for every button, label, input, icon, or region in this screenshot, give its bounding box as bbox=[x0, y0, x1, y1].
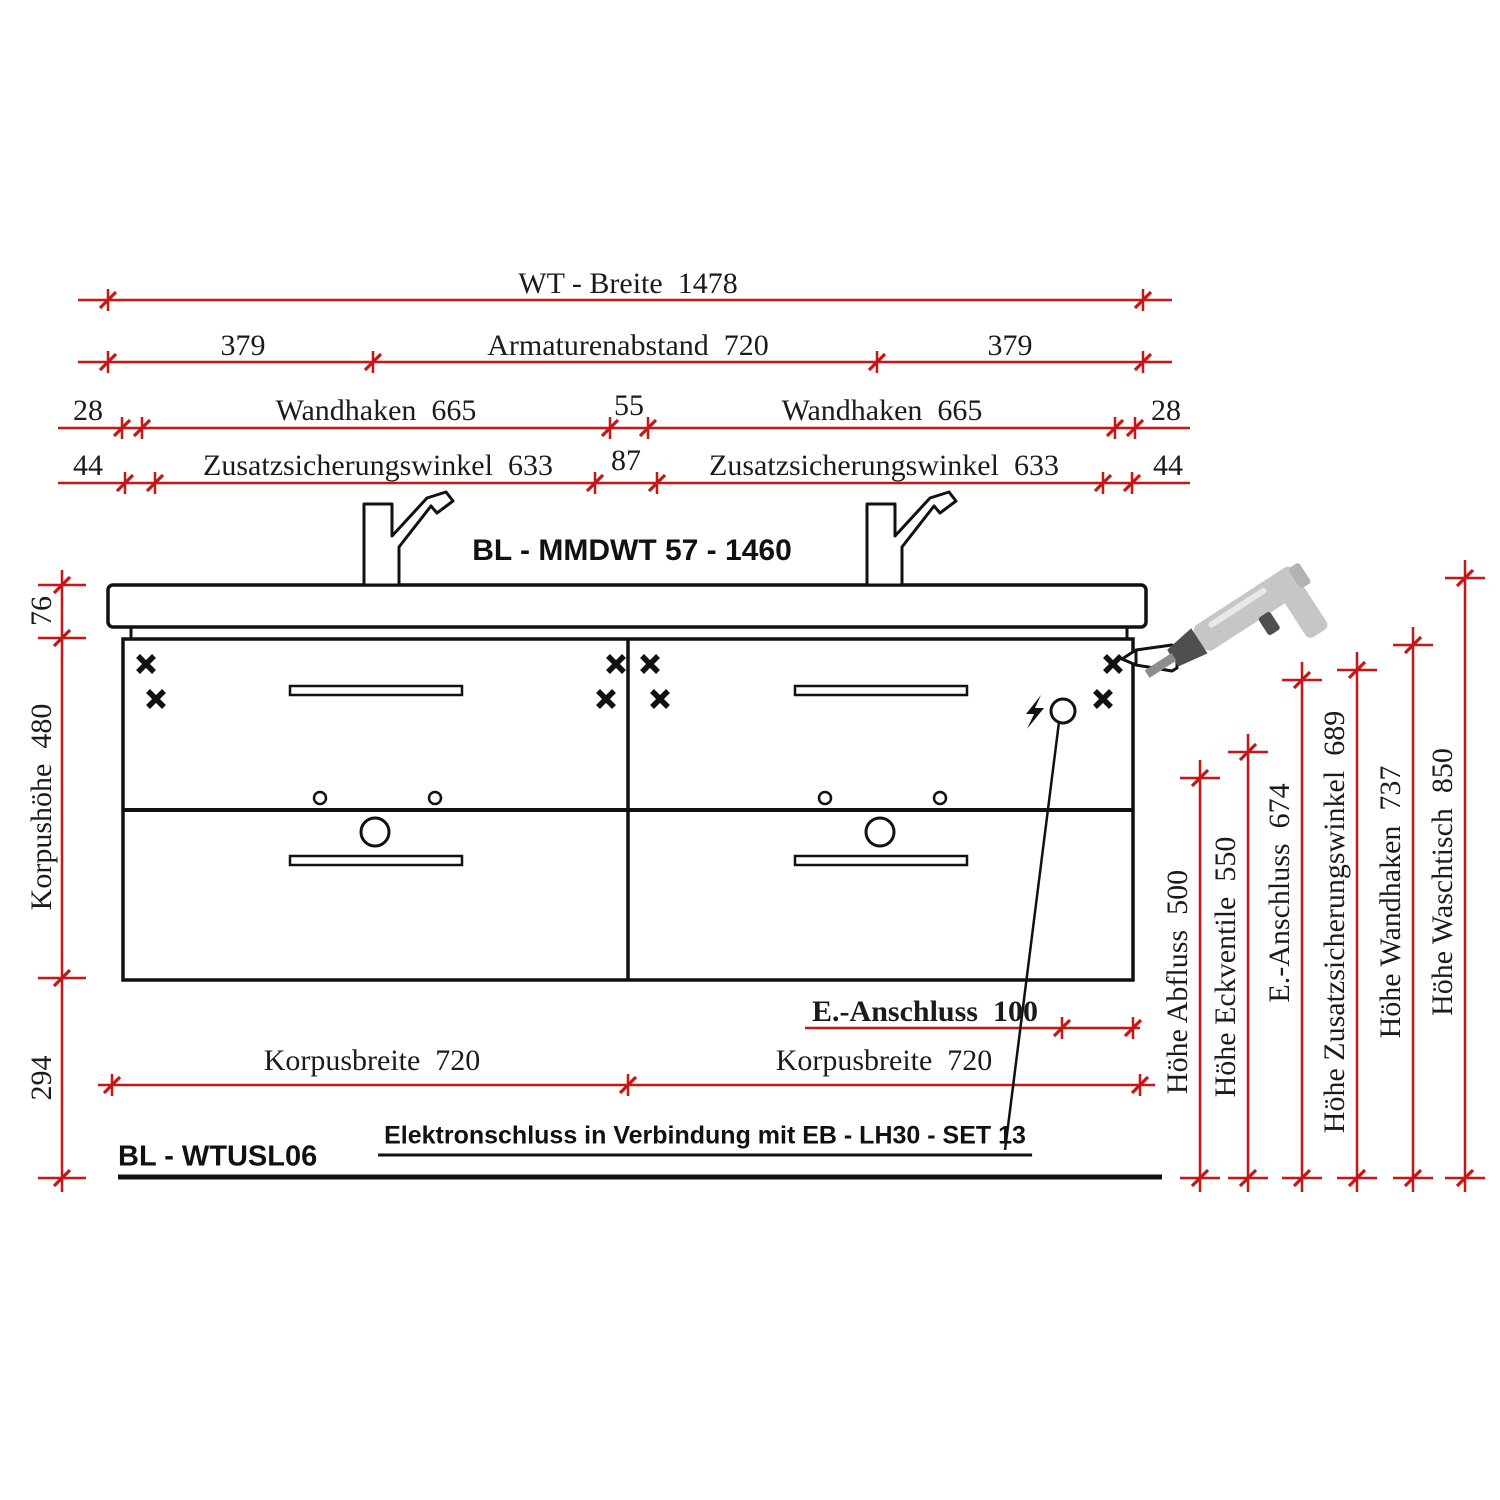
washbasin-top bbox=[108, 585, 1146, 627]
dim-wt-breite: WT - Breite 1478 bbox=[518, 267, 738, 300]
dim-379-left: 379 bbox=[220, 329, 266, 362]
dim-zusatz-right: Zusatzsicherungswinkel 633 bbox=[709, 449, 1059, 482]
dim-wandhaken-right: Wandhaken 665 bbox=[781, 394, 983, 427]
dim-28-left: 28 bbox=[73, 394, 103, 427]
dim-korpusbreite-right: Korpusbreite 720 bbox=[775, 1044, 993, 1077]
dim-basin-height-76: 76 bbox=[25, 596, 58, 626]
cabinet-model-label: BL - WTUSL06 bbox=[118, 1140, 318, 1173]
basin-model-label: BL - MMDWT 57 - 1460 bbox=[472, 534, 792, 567]
dim-korpushoehe-480: Korpushöhe 480 bbox=[25, 703, 58, 911]
dim-below-294: 294 bbox=[25, 1055, 58, 1101]
dim-28-right: 28 bbox=[1151, 394, 1181, 427]
washbasin-apron bbox=[131, 627, 1127, 639]
dim-379-right: 379 bbox=[987, 329, 1033, 362]
dim-e-anschluss-674: E.-Anschluss 674 bbox=[1263, 783, 1296, 1003]
dim-44-right: 44 bbox=[1153, 449, 1183, 482]
dim-zusatz-left: Zusatzsicherungswinkel 633 bbox=[203, 449, 553, 482]
dim-55-mid: 55 bbox=[614, 389, 644, 422]
electric-connection-circle bbox=[1051, 699, 1075, 723]
dim-44-left: 44 bbox=[73, 449, 103, 482]
dim-hoehe-wandhaken-737: Höhe Wandhaken 737 bbox=[1374, 765, 1407, 1039]
dim-hoehe-waschtisch-850: Höhe Waschtisch 850 bbox=[1426, 748, 1459, 1016]
dim-hoehe-zusatz-689: Höhe Zusatzsicherungswinkel 689 bbox=[1318, 710, 1351, 1134]
dim-korpusbreite-left: Korpusbreite 720 bbox=[263, 1044, 481, 1077]
dim-e-anschluss-100: E.-Anschluss 100 bbox=[812, 995, 1038, 1028]
dim-87-mid: 87 bbox=[611, 444, 641, 477]
electro-note-label: Elektronschluss in Verbindung mit EB - LH30 - SET 13 bbox=[378, 1124, 1032, 1157]
dim-armaturenabstand: Armaturenabstand 720 bbox=[487, 329, 769, 362]
dim-hoehe-eckventile-550: Höhe Eckventile 550 bbox=[1209, 836, 1242, 1098]
dim-hoehe-abfluss-500: Höhe Abfluss 500 bbox=[1161, 869, 1194, 1095]
drill-icon bbox=[1139, 560, 1337, 724]
dim-wandhaken-left: Wandhaken 665 bbox=[275, 394, 477, 427]
